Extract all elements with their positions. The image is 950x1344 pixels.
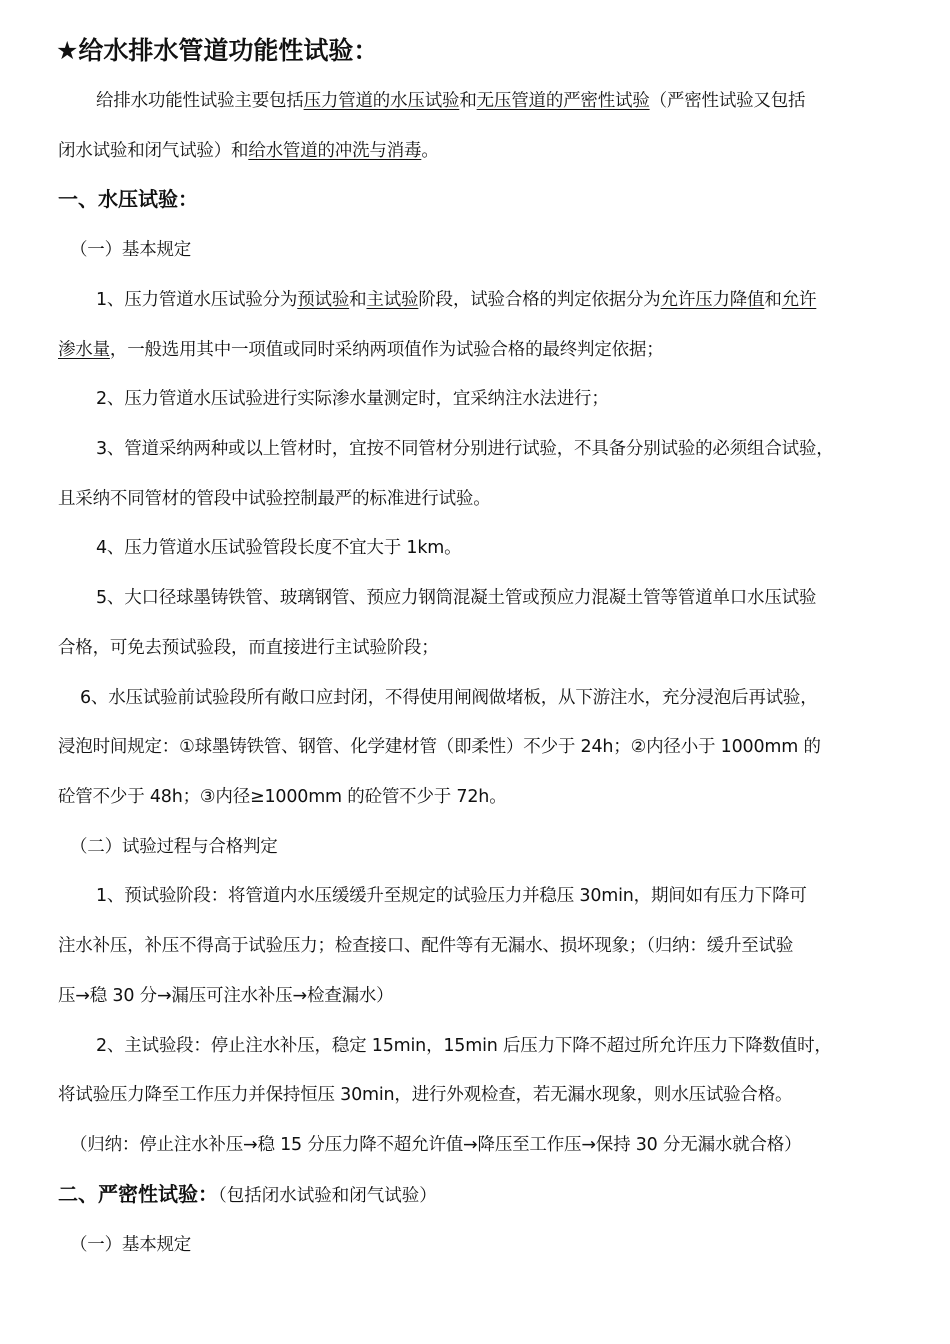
para-1-line-1 — [96, 287, 908, 313]
text: 和 — [764, 290, 782, 310]
para-6-line-3: 砼管不少于 48h；③内径≥1000mm 的砼管不少于 72h。 — [58, 787, 507, 807]
underlined-term: 预试验 — [297, 290, 350, 310]
q2-line-1: 2、主试验段：停止注水补压，稳定 15min，15min 后压力下降不超过所允许压力下降数值时， — [96, 1036, 832, 1056]
heading-note: （包括闭水试验和闭气试验） — [218, 1186, 437, 1206]
para-5-line-2: 合格，可免去预试验段，而直接进行主试验阶段； — [58, 638, 439, 658]
underlined-term: 压力管道的水压试验 — [303, 91, 460, 111]
text: ，一般选用其中一项值或同时采纳两项值作为试验合格的最终判定依据； — [109, 340, 664, 360]
underlined-term: 给水管道的冲洗与消毒 — [248, 141, 422, 161]
para-6-line-1: 6、水压试验前试验段所有敞口应封闭，不得使用闸阀做堵板，从下游注水，充分浸泡后再试验， — [80, 688, 818, 708]
text: （严密性试验又包括 — [649, 91, 806, 111]
text: 阶段，试验合格的判定依据分为 — [418, 290, 661, 310]
text: 闭水试验和闭气试验）和 — [58, 141, 249, 161]
heading-text: 二、严密性试验： — [58, 1182, 218, 1206]
section-1-sub-2: （二）试验过程与合格判定 — [70, 837, 278, 857]
text: 1、压力管道水压试验分为 — [96, 290, 298, 310]
para-3-line-1: 3、管道采纳两种或以上管材时，宜按不同管材分别进行试验，不具备分别试验的必须组合试验， — [96, 439, 834, 459]
text: 给排水功能性试验主要包括 — [96, 91, 304, 111]
q2-line-2: 将试验压力降至工作压力并保持恒压 30min，进行外观检查，若无漏水现象，则水压试验合格。 — [58, 1085, 793, 1105]
intro-line-1 — [96, 88, 908, 114]
underlined-term: 允许压力降值 — [660, 290, 765, 310]
q1-line-2: 注水补压，补压不得高于试验压力；检查接口、配件等有无漏水、损坏现象；（归纳：缓升至试验 — [58, 936, 794, 956]
underlined-term: 无压管道的严密性试验 — [476, 91, 650, 111]
underlined-term: 主试验 — [366, 290, 419, 310]
para-4: 4、压力管道水压试验管段长度不宜大于 1km。 — [96, 538, 462, 558]
text: 和 — [459, 91, 477, 111]
underlined-term: 允许 — [781, 290, 817, 310]
section-2-heading — [58, 1181, 908, 1209]
text: 。 — [421, 141, 439, 161]
page-title: ★给水排水管道功能性试验： — [56, 36, 379, 65]
para-5-line-1: 5、大口径球墨铸铁管、玻璃钢管、预应力钢筒混凝土管或预应力混凝土管等管道单口水压试验 — [96, 588, 817, 608]
section-2-sub-1: （一）基本规定 — [70, 1235, 192, 1255]
intro-line-2 — [58, 138, 908, 164]
para-6-line-2: 浸泡时间规定：①球墨铸铁管、钢管、化学建材管（即柔性）不少于 24h；②内径小于 1000mm 的 — [58, 737, 821, 757]
section-1-heading: 一、水压试验： — [58, 187, 198, 211]
para-1-line-2 — [58, 337, 908, 363]
q1-line-3: 压→稳 30 分→漏压可注水补压→检查漏水） — [58, 986, 394, 1006]
para-3-line-2: 且采纳不同管材的管段中试验控制最严的标准进行试验。 — [58, 489, 491, 509]
underlined-term: 渗水量 — [58, 340, 110, 360]
q1-line-1: 1、预试验阶段：将管道内水压缓缓升至规定的试验压力并稳压 30min，期间如有压力下降可 — [96, 886, 807, 906]
para-2: 2、压力管道水压试验进行实际渗水量测定时，宜采纳注水法进行； — [96, 389, 609, 409]
q2-line-3: （归纳：停止注水补压→稳 15 分压力降不超允许值→降压至工作压→保持 30 分无漏水就合格） — [70, 1135, 802, 1155]
section-1-sub-1: （一）基本规定 — [70, 240, 192, 260]
text: 和 — [349, 290, 367, 310]
